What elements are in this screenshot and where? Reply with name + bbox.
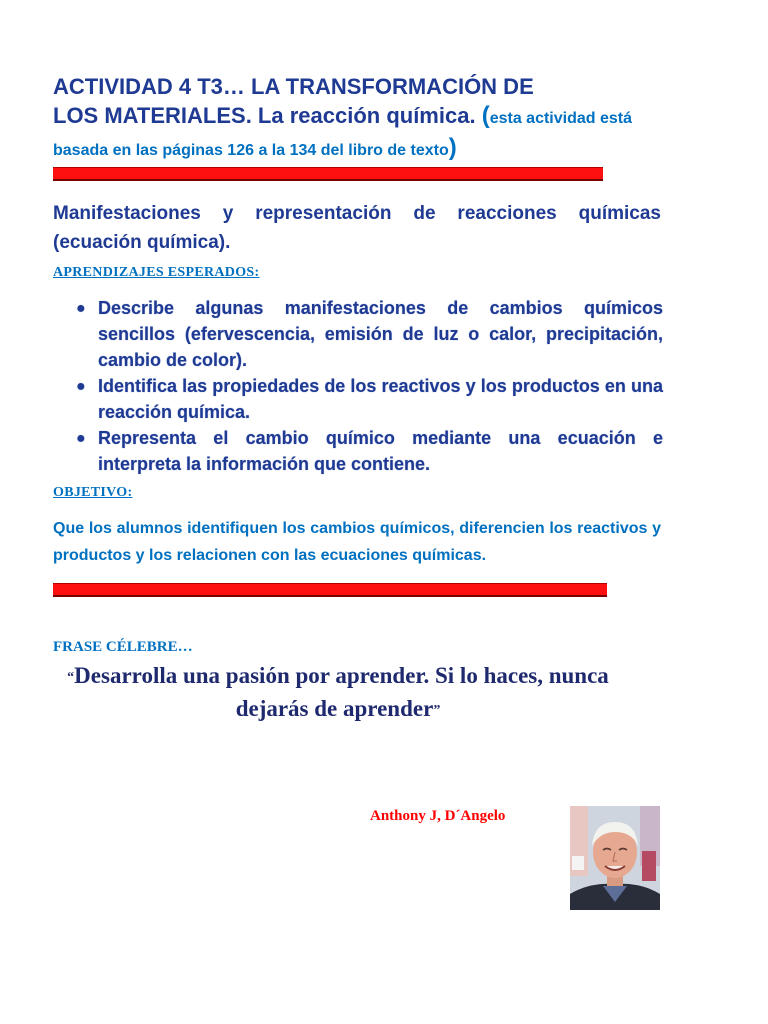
list-item: [76, 373, 663, 425]
bullet-icon: ●: [76, 430, 86, 447]
list-item-text: Describe algunas manifestaciones de cambios químicos sencillos (efervescencia, emisión de luz o calor, precipitación, cambio de color).: [98, 298, 663, 370]
page-title: [53, 72, 663, 165]
title-line-1: ACTIVIDAD 4 T3… LA TRANSFORMACIÓN DE: [53, 74, 534, 99]
quote-text: Desarrolla una pasión por aprender. Si lo haces, nunca dejarás de aprender: [74, 663, 609, 721]
objetivo-text: Que los alumnos identifiquen los cambios químicos, diferencien los reactivos y productos y los relacionen con las ecuaciones químicas.: [53, 520, 661, 564]
list-item: [76, 425, 663, 477]
bullet-icon: ●: [76, 378, 86, 395]
famous-quote: [53, 660, 623, 726]
aprendizajes-heading: APRENDIZAJES ESPERADOS:: [53, 265, 260, 280]
quote-author: Anthony J, D´Angelo: [370, 808, 506, 824]
list-item-text: Identifica las propiedades de los reactivos y los productos en una reacción química.: [98, 376, 663, 422]
quote-close-mark: ”: [433, 703, 441, 718]
red-divider-top: [53, 167, 603, 181]
topic-subtitle: Manifestaciones y representación de reacciones químicas (ecuación química).: [53, 203, 661, 253]
aprendizajes-list: [53, 295, 663, 477]
title-paren-open: (: [481, 102, 490, 129]
list-item: [76, 295, 663, 373]
red-divider-bottom: [53, 583, 607, 597]
list-item-text: Representa el cambio químico mediante una ecuación e interpreta la información que contiene.: [98, 428, 663, 474]
title-line-2: LOS MATERIALES. La reacción química.: [53, 103, 476, 128]
title-paren-close: ): [448, 134, 457, 161]
document-page: [53, 72, 663, 726]
objetivo-heading: OBJETIVO:: [53, 485, 133, 500]
quote-open-mark: “: [67, 670, 75, 685]
author-portrait-image: [570, 806, 660, 910]
title-note: esta actividad está basada en las páginas 126 a la 134 del libro de texto: [53, 110, 632, 159]
frase-celebre-label: FRASE CÉLEBRE…: [53, 639, 193, 655]
bullet-icon: ●: [76, 300, 86, 317]
portrait-illustration: [570, 806, 660, 910]
